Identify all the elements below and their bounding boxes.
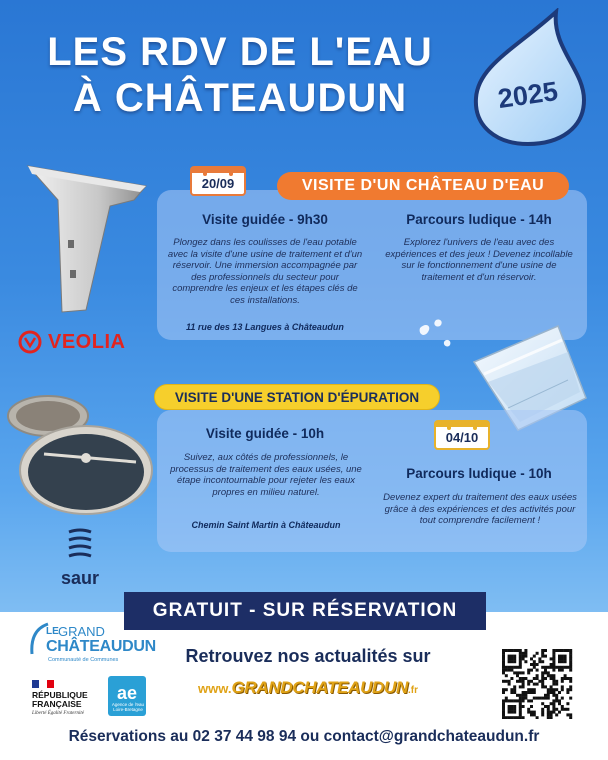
treatment-station-image — [4, 392, 154, 522]
news-heading: Retrouvez nos actualités sur — [185, 646, 431, 666]
agence-eau-logo — [108, 676, 146, 716]
event1-title: VISITE D'UN CHÂTEAU D'EAU — [277, 172, 569, 200]
event2-calendar-icon — [434, 420, 490, 450]
event1-calendar-icon — [190, 166, 246, 196]
republique-francaise-logo — [32, 680, 104, 717]
republique-motto: Liberté Égalité Fraternité — [32, 711, 84, 716]
website-prefix: www. — [198, 681, 232, 696]
free-registration-banner: GRATUIT - SUR RÉSERVATION — [124, 592, 486, 630]
veolia-logo-icon — [18, 330, 42, 354]
grand-chateaudun-logo — [28, 620, 156, 670]
saur-label: saur — [60, 568, 100, 588]
contact-line: Réservations au 02 37 44 98 94 ou contact@grandchateaudun.fr — [68, 728, 540, 745]
event1-left-heading: Visite guidée - 9h30 — [202, 212, 328, 227]
website-suffix: .fr — [407, 685, 418, 696]
saur-logo — [52, 528, 108, 589]
republique-name: RÉPUBLIQUE FRANÇAISE — [32, 690, 88, 709]
website-domain: GRANDCHATEAUDUN — [231, 678, 408, 697]
event1-right-text: Explorez l'univers de l'eau avec des expériences et des jeux ! Devenez incollable sur le fonctionnement d'une usine de traitement et d'un réservoir. — [385, 237, 573, 283]
water-drop-icon — [466, 8, 590, 148]
event2-date: 04/10 — [445, 430, 479, 445]
grand-logo-subtitle: Communauté de Communes — [48, 657, 119, 663]
event2-left-heading: Visite guidée - 10h — [205, 426, 325, 441]
agence-eau-label: Agence de l'eau Loire-Bretagne — [111, 702, 145, 712]
grand-logo-chateaudun: CHÂTEAUDUN — [46, 638, 156, 655]
event2-title: VISITE D'UNE STATION D'ÉPURATION — [154, 384, 440, 410]
event2-left-text: Suivez, aux côtés de professionnels, le processus de traitement des eaux usées, une étape incontournable pour rejeter les eaux propres en milieu naturel. — [170, 452, 362, 498]
event1-left-text: Plongez dans les coulisses de l'eau potable avec la visite d'une usine de traitement et d'un réservoir. Une immersion accompagnée par des professionnels du secteur pour comprendre les enjeux et les étapes clés de ces installations. — [167, 237, 363, 306]
grand-logo-grand: GRAND — [58, 624, 105, 639]
year-label: 2025 — [496, 75, 560, 115]
french-flag-icon — [32, 680, 54, 688]
event2-address: Chemin Saint Martin à Châteaudun — [191, 520, 341, 530]
event1-date: 20/09 — [201, 176, 235, 191]
qr-code-icon[interactable] — [498, 649, 576, 719]
saur-logo-icon — [65, 528, 95, 562]
event2-right-text: Devenez expert du traitement des eaux usées grâce à des expériences et des activités pour tout comprendre facilement ! — [383, 492, 577, 526]
website-link[interactable] — [160, 678, 456, 698]
water-tower-image — [22, 160, 152, 320]
title-line-2: À CHÂTEAUDUN — [72, 76, 408, 120]
event2-right-heading: Parcours ludique - 10h — [406, 466, 552, 481]
title-line-1: LES RDV DE L'EAU — [47, 30, 433, 74]
veolia-label: VEOLIA — [48, 330, 126, 353]
svg-text:ae: ae — [116, 683, 138, 703]
veolia-logo — [18, 328, 125, 356]
event1-right-heading: Parcours ludique - 14h — [406, 212, 552, 227]
grand-logo-le: LE — [46, 626, 59, 637]
event1-address: 11 rue des 13 Langues à Châteaudun — [186, 322, 344, 332]
